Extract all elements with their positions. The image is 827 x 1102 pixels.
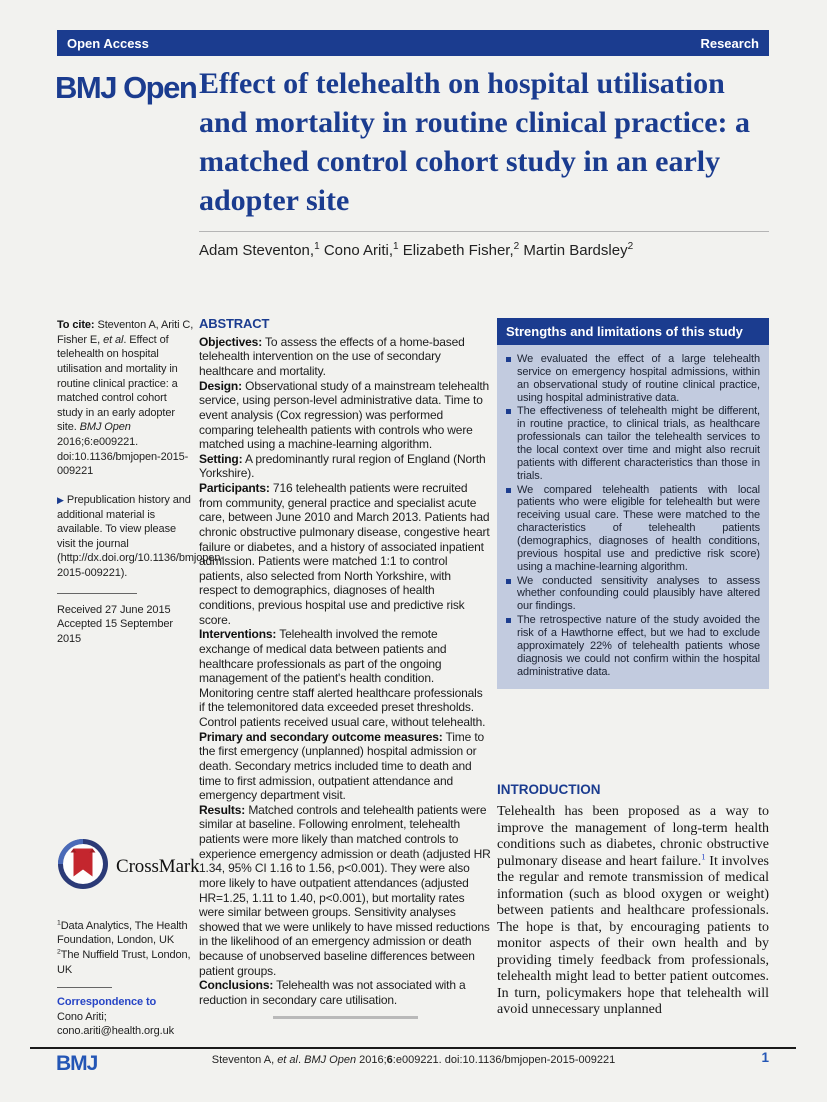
strength-item-text: We evaluated the effect of a large telehealth service on emergency hospital admissions, within an observational study of routine clinical practice, using hospital administrative data.	[517, 353, 760, 404]
to-cite-text: . Effect of telehealth on hospital utilisation and mortality in routine clinical practice: a matched control cohort study in an early adopter site.	[57, 333, 178, 434]
list-item	[506, 353, 760, 404]
prepublication-note	[57, 493, 224, 581]
correspondence-email: cono.ariti@health.org.uk	[57, 1025, 174, 1038]
author-name: Adam Steventon,	[199, 242, 315, 259]
sidebar-lower-group	[57, 838, 200, 1039]
header-bar	[57, 30, 769, 56]
introduction-text: Telehealth has been proposed as a way to improve the management of long-term health conditions such as diabetes, chronic obstructive pulmonary disease and heart failure.	[497, 804, 769, 869]
abstract-section-label: Participants:	[199, 481, 270, 496]
list-item	[506, 405, 760, 482]
author-affiliation-sup: 1	[314, 241, 320, 252]
abstract-end-divider	[273, 1016, 418, 1019]
strengths-box-heading: Strengths and limitations of this study	[497, 318, 769, 345]
to-cite-journal: BMJ Open	[79, 421, 131, 434]
affiliation-text: The Nuffield Trust, London, UK	[57, 948, 191, 976]
author-affiliation-sup: 2	[627, 241, 634, 252]
abstract-section-label: Design:	[199, 378, 242, 393]
crossmark-label: CrossMark	[116, 855, 200, 877]
footer-citation-text: 2016;	[356, 1054, 387, 1066]
open-access-label: Open Access	[67, 35, 149, 51]
footer-citation-journal: BMJ Open	[304, 1054, 357, 1066]
abstract-section-conclusions	[199, 978, 491, 1007]
prepublication-text: Prepublication history and additional material is available. To view please visit the journal (http://dx.doi.org/10.1136/bmjopen-2015-009221).	[57, 493, 224, 579]
to-cite-block	[57, 318, 195, 479]
strengths-box	[497, 318, 769, 689]
strength-item-text: We conducted sensitivity analyses to assess whether confounding could plausibly have altered our findings.	[517, 574, 760, 613]
bullet-square-icon	[506, 488, 511, 493]
abstract-heading: ABSTRACT	[199, 316, 270, 331]
to-cite-etal: et al	[103, 333, 124, 346]
abstract-section-label: Conclusions:	[199, 978, 274, 993]
accepted-date: Accepted 15 September 2015	[57, 618, 173, 645]
strength-item-text: We compared telehealth patients with local patients who were eligible for telehealth but were receiving usual care. These were matched to the characteristics of telehealth patients (demographics, diagnoses of health conditions, previous hospital use and predictive risk score) using a machine-learning algorithm.	[517, 483, 760, 573]
reference-1-link[interactable]: 1	[701, 850, 706, 861]
abstract-section-label: Results:	[199, 802, 246, 817]
abstract-section-text: Telehealth was not associated with a reduction in secondary care utilisation.	[199, 978, 466, 1007]
footer-citation-text: .	[297, 1054, 305, 1066]
strengths-box-body	[497, 345, 769, 689]
abstract-section-text: 716 telehealth patients were recruited from community, general practice and specialist acute care, between June 2010 and March 2013. Patients had chronic obstructive pulmonary disease, congestive heart failure or diabetes, and a history of associated inpatient admission. Patients were matched 1:1 to control patients, also selected from North Yorkshire, with respect to demographics, diagnoses of health conditions, previous hospital use and predictive risk score.	[199, 481, 490, 627]
strength-item-text: The effectiveness of telehealth might be different, in routine practice, to clinical trials, as healthcare professionals can tailor the telehealth services to the local context over time and might also recruit patients with different characteristics than those in trials.	[517, 405, 760, 482]
introduction-text: It involves the regular and remote transmission of medical information (such as blood oxygen or weight) between patients and healthcare professionals. The hope is that, by encouraging patients to monitor aspects of their own health and by providing timely feedback from professionals, telehealth might lead to better patient outcomes. In turn, policymakers hope that telehealth will avoid unnecessary unplanned	[497, 853, 770, 1018]
to-cite-text: Steventon A, Ariti C, Fisher E,	[57, 319, 194, 346]
author-affiliation-sup: 2	[513, 241, 520, 252]
page-number: 1	[761, 1050, 769, 1065]
correspondence-label: Correspondence to	[57, 996, 157, 1009]
paper-title: Effect of telehealth on hospital utilisation and mortality in routine clinical practice: a matched control cohort study in an early adopter site	[199, 67, 751, 217]
footer-citation	[0, 1054, 827, 1066]
abstract-section-results	[199, 803, 491, 979]
bullet-square-icon	[506, 579, 511, 584]
abstract-section-label: Setting:	[199, 451, 243, 466]
bullet-square-icon	[506, 409, 511, 414]
affiliation-sup: 2	[57, 948, 61, 956]
introduction-paragraph	[497, 804, 769, 1019]
abstract-section-label: Primary and secondary outcome measures:	[199, 729, 443, 744]
to-cite-doi: 2016;6:e009221. doi:10.1136/bmjopen-2015-009221	[57, 436, 189, 478]
affiliation-text: Data Analytics, The Health Foundation, London, UK	[57, 919, 188, 947]
crossmark-badge[interactable]	[57, 838, 200, 895]
bullet-square-icon	[506, 357, 511, 362]
footer-citation-volume: 6	[386, 1054, 393, 1066]
right-column	[497, 318, 769, 1048]
author-affiliation-sup: 1	[393, 241, 399, 252]
abstract-column	[199, 316, 491, 1025]
research-label: Research	[700, 35, 759, 51]
abstract-section-text: A predominantly rural region of England (North Yorkshire).	[199, 451, 486, 481]
journal-logo: BMJ Open	[55, 70, 197, 105]
abstract-section-label: Interventions:	[199, 627, 277, 642]
author-name: Martin Bardsley	[523, 242, 628, 259]
footer-divider	[30, 1047, 796, 1049]
authors-divider	[199, 231, 769, 232]
footer-citation-etal: et al	[277, 1054, 298, 1066]
author-name: Cono Ariti,	[323, 242, 394, 259]
list-item	[506, 575, 760, 614]
affiliation-sup: 1	[57, 918, 61, 926]
footer-citation-doi: :e009221. doi:10.1136/bmjopen-2015-009221	[392, 1054, 616, 1066]
abstract-section-setting	[199, 452, 491, 481]
list-item	[506, 484, 760, 574]
crossmark-icon	[57, 838, 109, 895]
abstract-section-objectives	[199, 335, 491, 379]
strength-item-text: The retrospective nature of the study avoided the risk of a Hawthorne effect, but we had to exclude approximately 22% of telehealth patients whose diagnosis we could not confirm within the hospital administrative data.	[517, 614, 760, 678]
sidebar-divider	[57, 987, 112, 988]
abstract-section-text: Time to the first emergency (unplanned) hospital admission or death. Secondary metrics included time to death and time to first admission, outpatient attendance and emergency department visit.	[199, 729, 485, 803]
bmj-logo: BMJ	[56, 1052, 98, 1075]
introduction-section	[497, 782, 769, 1019]
correspondence-name: Cono Ariti;	[57, 1010, 107, 1023]
abstract-section-outcomes	[199, 730, 491, 803]
abstract-section-participants	[199, 481, 491, 627]
list-item	[506, 614, 760, 678]
abstract-section-design	[199, 379, 491, 452]
abstract-section-text: Matched controls and telehealth patients were similar at baseline. Following enrolment, telehealth patients were more likely than matched controls to experience emergency admission or death (adjusted HR 1.34, 95% CI 1.16 to 1.56, p<0.001). They were also more likely to have outpatient attendances (adjusted HR=1.25, 1.11 to 1.40, p<0.001), but mortality rates were similar between groups. Sensitivity analyses showed that we were unlikely to have missed reductions in the likelihood of an emergency admission or death because of unobserved baseline differences between patient groups.	[199, 802, 491, 978]
abstract-section-interventions	[199, 627, 491, 729]
authors-line	[199, 242, 633, 259]
abstract-section-text: To assess the effects of a home-based telehealth intervention on the use of secondary healthcare and mortality.	[199, 334, 465, 379]
to-cite-label: To cite:	[57, 319, 95, 331]
footer-citation-text: Steventon A,	[211, 1054, 278, 1066]
introduction-heading: INTRODUCTION	[497, 782, 601, 797]
abstract-section-text: Telehealth involved the remote exchange of medical data between patients and healthcare professionals as part of the ongoing management of the patient's health condition. Monitoring centre staff alerted healthcare professionals if the telemonitored data exceeded preset thresholds. Control patients received usual care, without telehealth.	[199, 627, 486, 730]
received-date: Received 27 June 2015	[57, 603, 171, 616]
bullet-square-icon	[506, 618, 511, 623]
affiliations-block	[57, 919, 195, 978]
sidebar-divider	[57, 593, 137, 594]
abstract-section-label: Objectives:	[199, 334, 263, 349]
author-name: Elizabeth Fisher,	[402, 242, 514, 259]
abstract-section-text: Observational study of a mainstream telehealth service, using person-level administrative data. Time to event analysis (Cox regression) was performed comparing telehealth patients with controls who were matched using a machine-learning algorithm.	[199, 378, 490, 452]
arrow-right-icon: ▶	[57, 494, 64, 505]
